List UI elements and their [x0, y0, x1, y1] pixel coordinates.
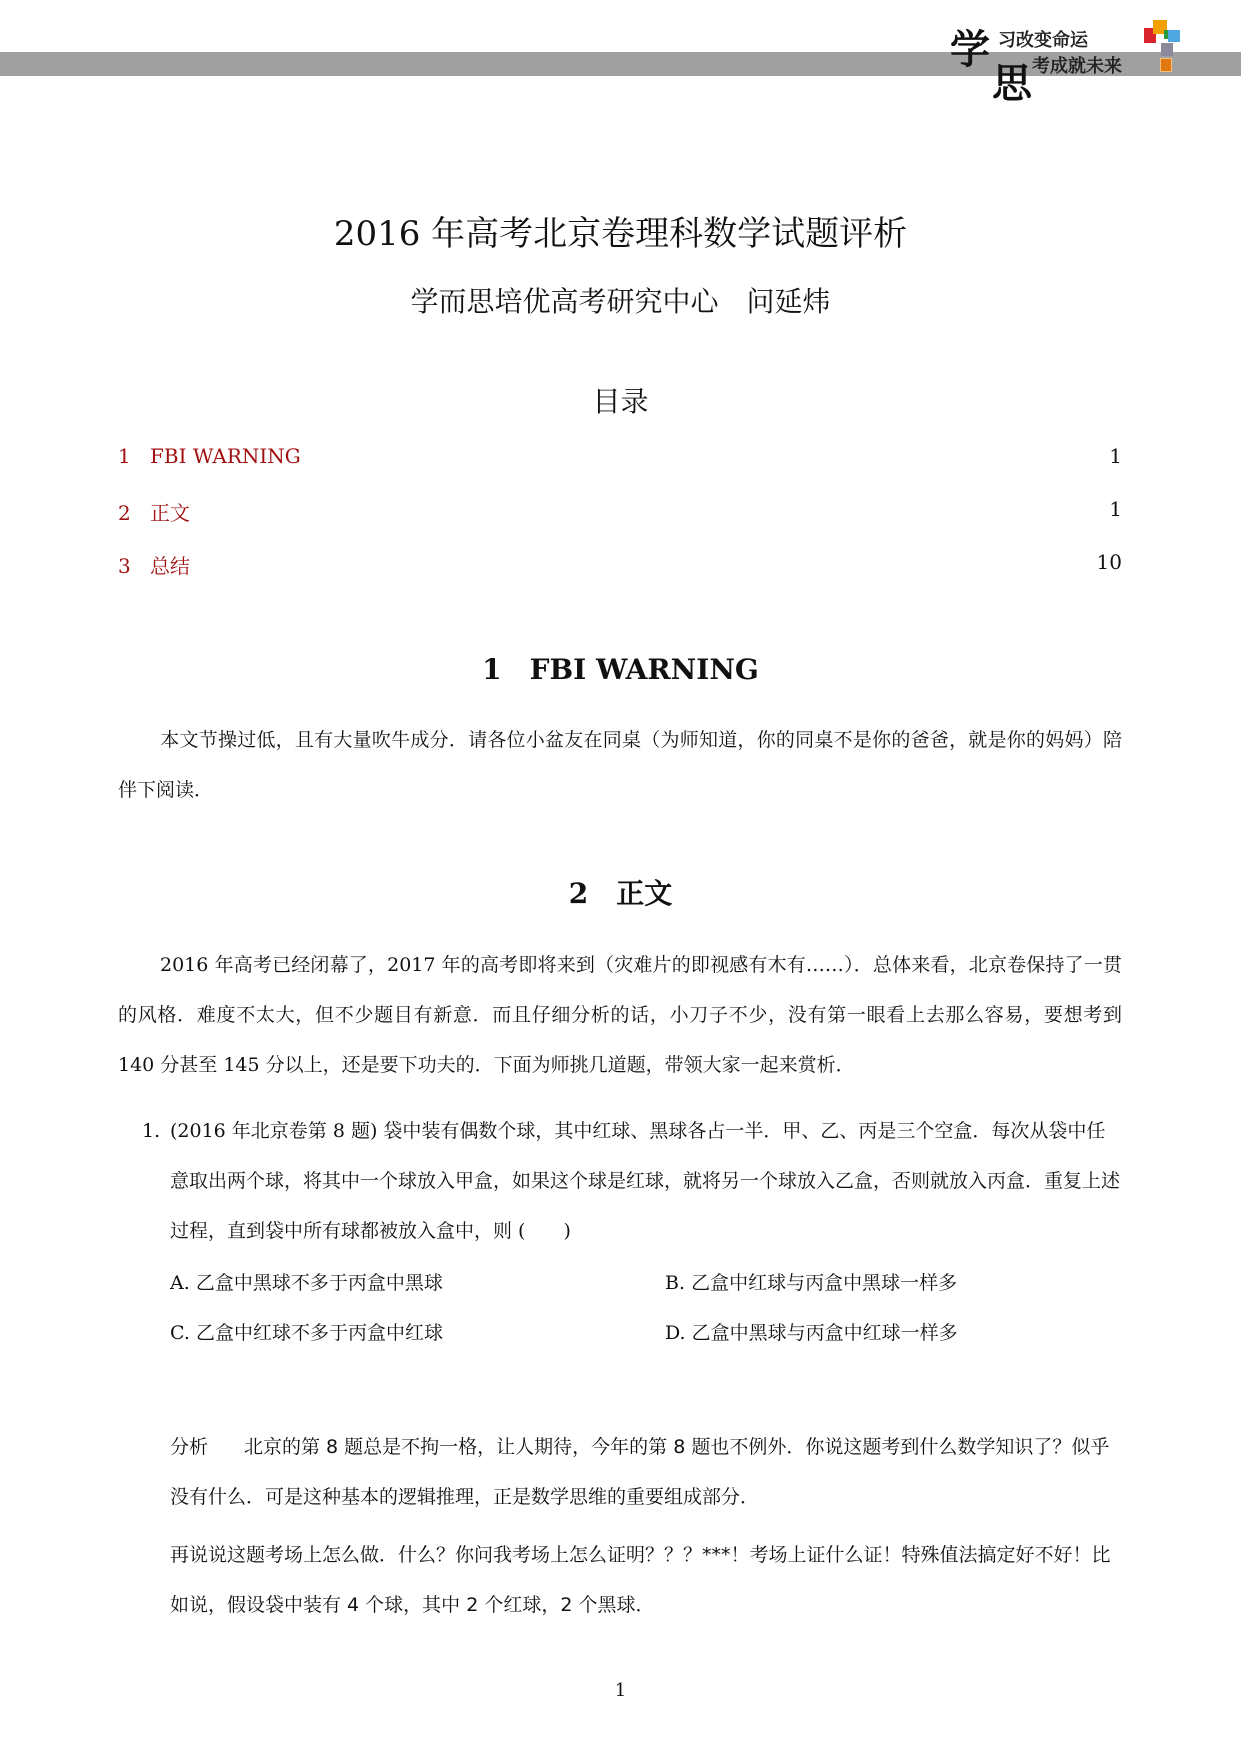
- option-c: [170, 1318, 443, 1345]
- section-heading-2: 2 正文: [568, 877, 673, 910]
- document-author: 学而思培优高考研究中心 问延炜: [410, 285, 831, 318]
- page-number: 1: [614, 1680, 627, 1701]
- question-text: (2016 年北京卷第 8 题) 袋中装有偶数个球，其中红球、黑球各占一半．甲、乙、丙是三个空盒．每次从袋中任意取出两个球，将其中一个球放入甲盒，如果这个球是红球，就将另一个球放入乙盒，否则就放入丙盒．重复上述过程，直到袋中所有球都被放入盒中，则 ( ): [170, 1120, 1121, 1242]
- option-a: [170, 1268, 443, 1295]
- analysis-text-1: 北京的第 8 题总是不拘一格，让人期待，今年的第 8 题也不例外．你说这题考到什么数学知识了？似乎没有什么．可是这种基本的逻辑推理，正是数学思维的重要组成部分．: [170, 1436, 1110, 1508]
- analysis-label: 分析: [170, 1436, 209, 1458]
- toc-item-zongjie[interactable]: [118, 550, 1122, 579]
- section-1-paragraph: [118, 715, 1122, 815]
- toc-item-number: 1: [118, 444, 131, 468]
- option-b: [665, 1268, 957, 1295]
- analysis-text-2: 再说说这题考场上怎么做．什么？你问我考场上怎么证明？？？***！考场上证什么证！特殊值法搞定好不好！比如说，假设袋中装有 4 个球，其中 2 个红球，2 个黑球．: [170, 1544, 1111, 1616]
- section-2-text: 2016 年高考已经闭幕了，2017 年的高考即将来到（灾难片的即视感有木有……）．总体来看，北京卷保持了一贯的风格．难度不太大，但不少题目有新意．而且仔细分析的话，小刀子不少，没有第一眼看上去那么容易，要想考到 140 分甚至 145 分以上，还是要下功夫的．下面为师挑几道题，带领大家一起来赏析．: [118, 954, 1122, 1076]
- option-text: 乙盒中黑球与丙盒中红球一样多: [691, 1322, 958, 1344]
- toc-item-page: 1: [1109, 444, 1122, 468]
- toc-heading: 目录: [592, 385, 649, 418]
- toc-item-number: 2: [118, 501, 131, 525]
- option-text: 乙盒中黑球不多于丙盒中黑球: [195, 1272, 443, 1294]
- logo-slogan-2: 考成就未来: [1032, 56, 1122, 77]
- analysis-paragraph-1: [170, 1422, 1125, 1522]
- toc-item-page: 1: [1109, 497, 1122, 521]
- toc-item-fbi-warning[interactable]: [118, 444, 1122, 468]
- option-key: A.: [170, 1272, 190, 1294]
- section-heading-1: 1 FBI WARNING: [482, 653, 759, 686]
- section-2-paragraph: [118, 940, 1122, 1090]
- option-text: 乙盒中红球不多于丙盒中红球: [195, 1322, 443, 1344]
- analysis-paragraph-2: [170, 1530, 1125, 1630]
- question-number: 1.: [142, 1120, 161, 1142]
- toc-item-page: 10: [1096, 550, 1122, 574]
- toc-item-label[interactable]: FBI WARNING: [150, 444, 301, 468]
- option-d: [665, 1318, 958, 1345]
- logo-slogan-1: 习改变命运: [998, 30, 1088, 51]
- option-text: 乙盒中红球与丙盒中黑球一样多: [691, 1272, 958, 1294]
- option-key: B.: [665, 1272, 686, 1294]
- toc-item-zhengwen[interactable]: [118, 497, 1122, 526]
- toc-item-number: 3: [118, 554, 131, 578]
- toc-item-label[interactable]: 正文: [150, 501, 190, 525]
- option-key: C.: [170, 1322, 190, 1344]
- logo-char-xue: 学: [950, 27, 990, 73]
- document-title: 2016 年高考北京卷理科数学试题评析: [333, 214, 908, 254]
- logo-char-si: 思: [992, 61, 1032, 107]
- section-1-text: 本文节操过低，且有大量吹牛成分．请各位小盆友在同桌（为师知道，你的同桌不是你的爸爸，就是你的妈妈）陪伴下阅读．: [118, 729, 1122, 801]
- logo-color-blocks-icon: [1144, 18, 1184, 76]
- toc-item-label[interactable]: 总结: [150, 554, 190, 578]
- option-key: D.: [665, 1322, 686, 1344]
